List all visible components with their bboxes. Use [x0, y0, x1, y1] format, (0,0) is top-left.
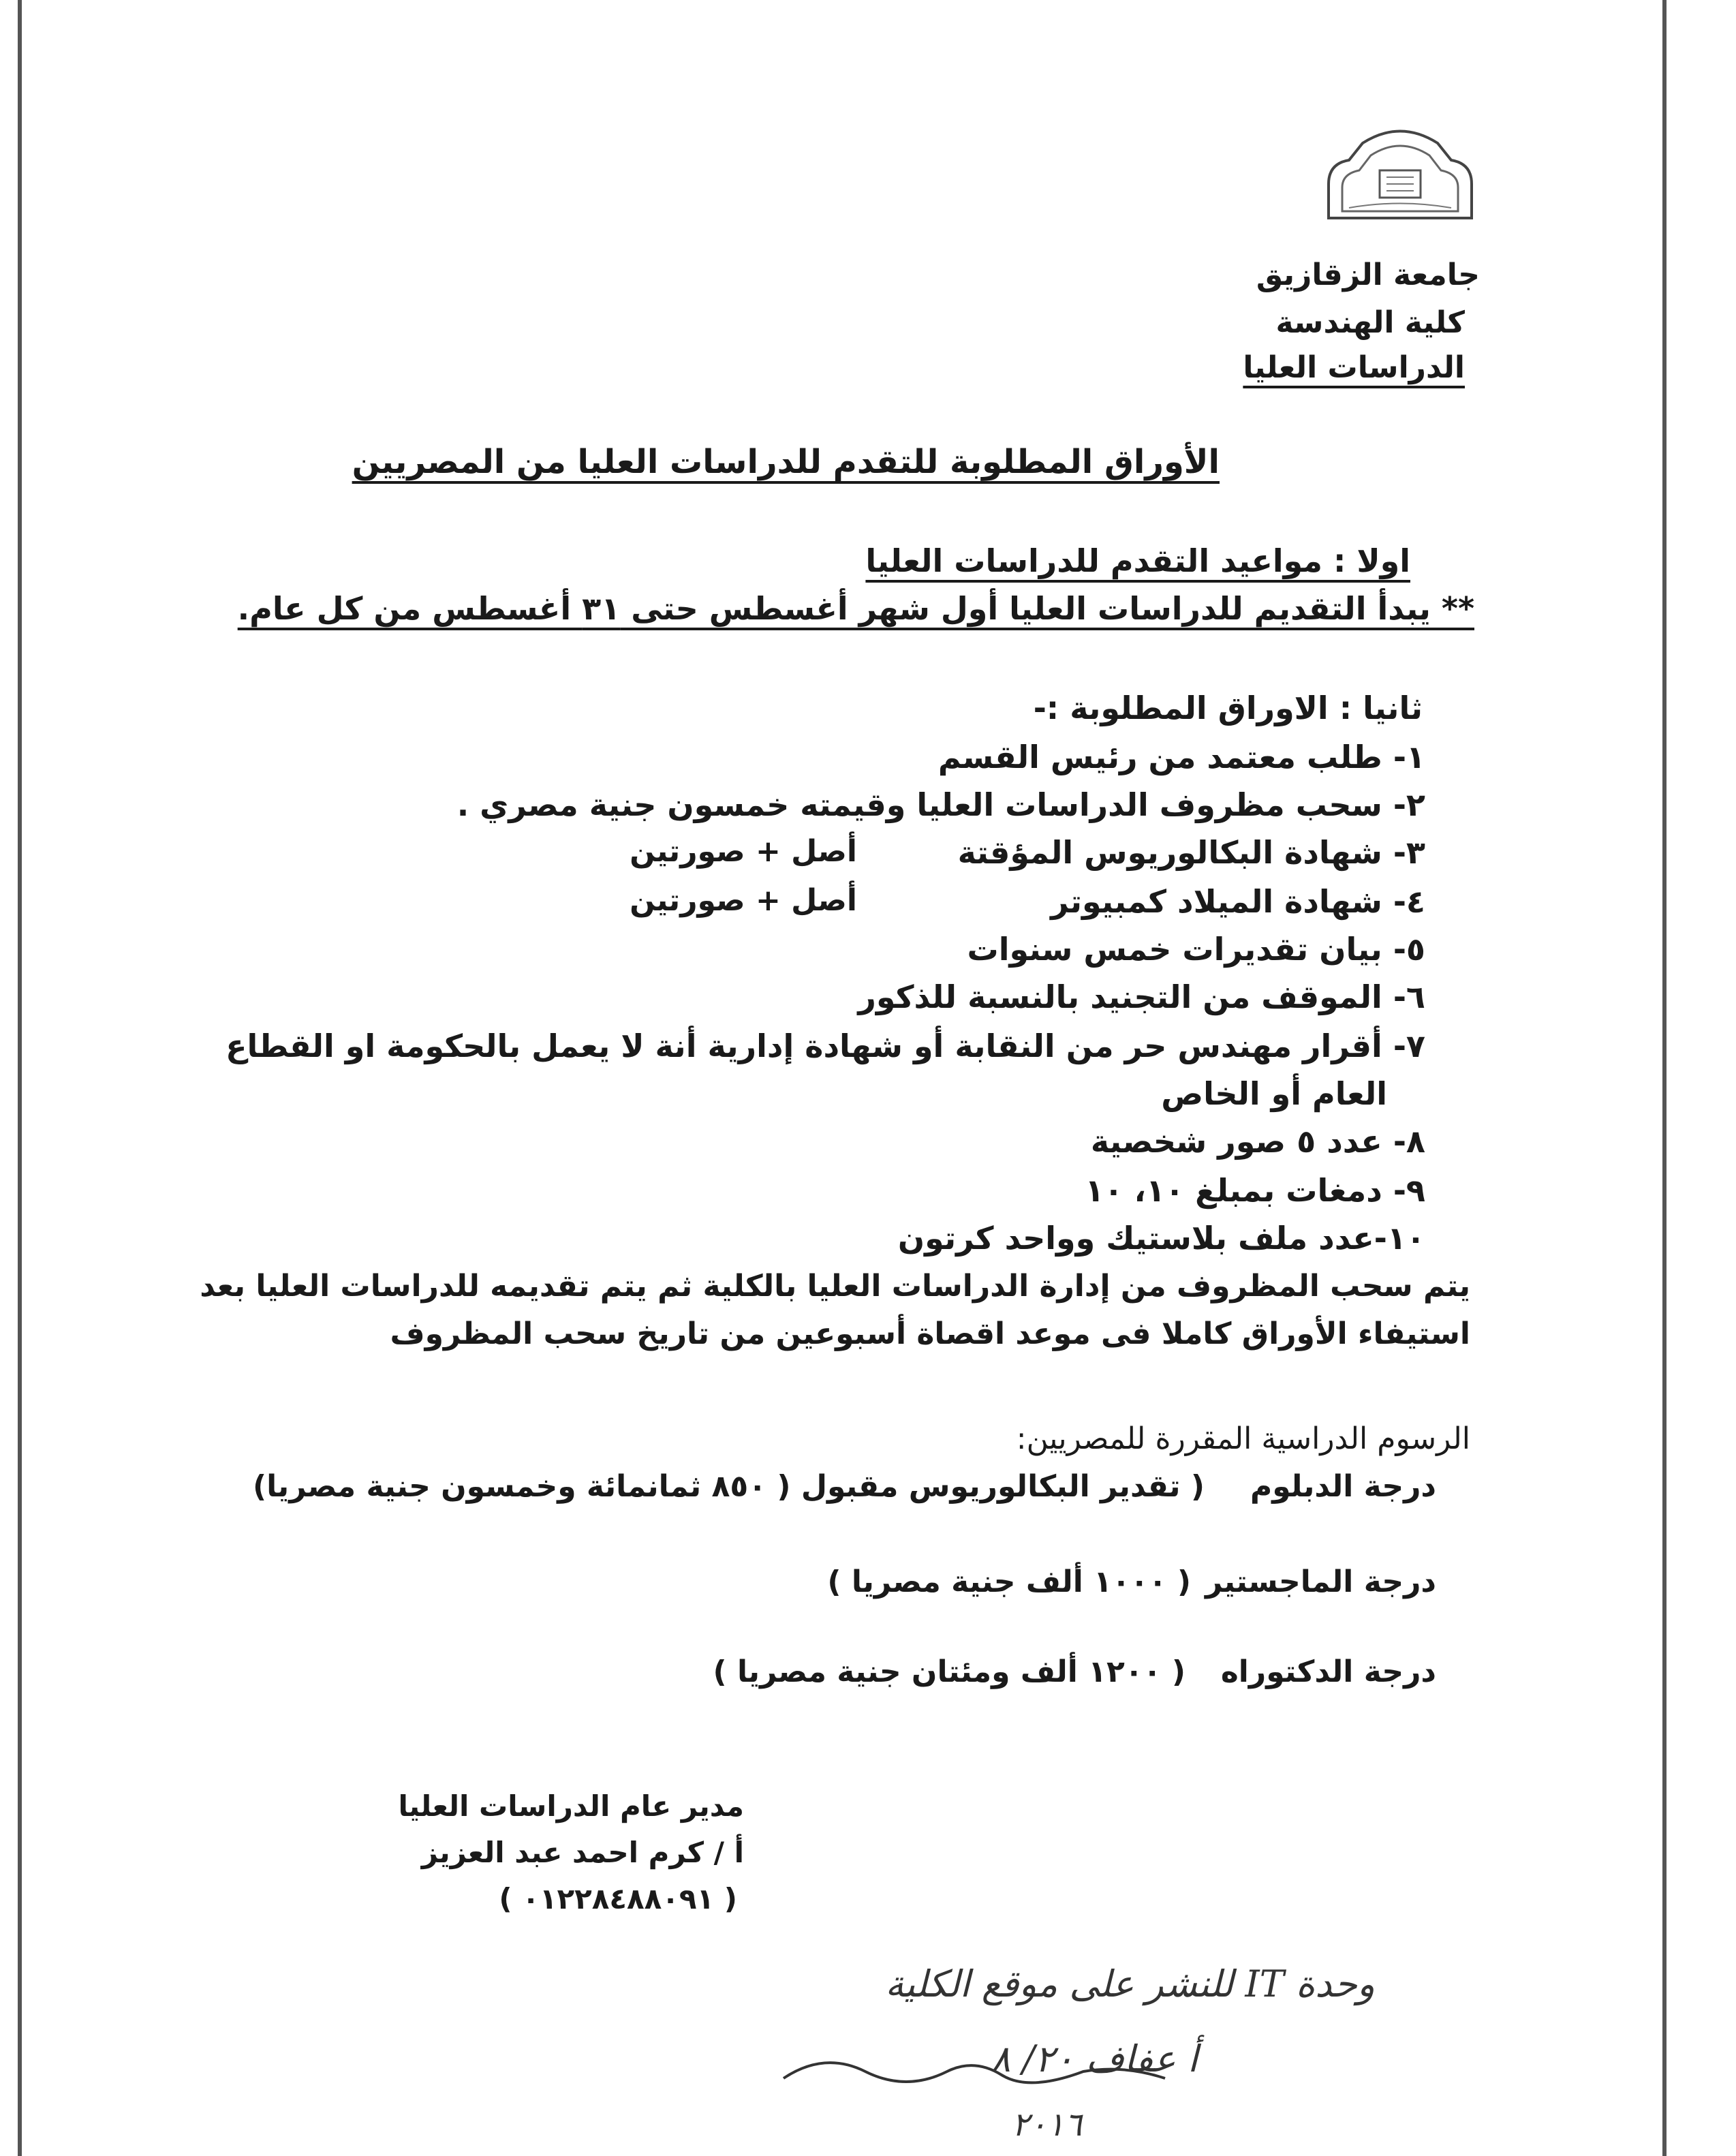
list-item: ٦- الموقف من التجنيد بالنسبة للذكور	[858, 979, 1425, 1015]
right-border	[1662, 0, 1667, 2156]
fee-masters	[0, 1565, 1736, 1605]
fee-phd	[0, 1654, 1736, 1695]
fee-masters-label: درجة الماجستير	[1205, 1565, 1436, 1599]
list-item: ٧- أقرار مهندس حر من النقابة أو شهادة إدارية أنة لا يعمل بالحكومة او القطاع	[226, 1028, 1425, 1064]
list-item: ١- طلب معتمد من رئيس القسم	[937, 739, 1425, 775]
copies-note: أصل + صورتين	[630, 883, 857, 918]
list-item: ٨- عدد ٥ صور شخصية	[1090, 1123, 1425, 1160]
handwritten-note: وحدة IT للنشر على موقع الكلية	[885, 1962, 1375, 2005]
list-item: ٩- دمغات بمبلغ ١٠، ١٠	[1085, 1172, 1425, 1209]
fee-diploma-label: درجة الدبلوم	[1250, 1469, 1436, 1504]
faculty-name: كلية الهندسة	[1275, 305, 1465, 340]
handwritten-signature: أ عفاف ٢٠/ ٨	[991, 2037, 1198, 2080]
fee-phd-label: درجة الدكتوراه	[1220, 1654, 1436, 1689]
envelope-note-line1: يتم سحب المظروف من إدارة الدراسات العليا بالكلية ثم يتم تقديمه للدراسات العليا بعد	[200, 1269, 1470, 1304]
signature-role: مدير عام الدراسات العليا	[398, 1789, 744, 1823]
list-item: ٢- سحب مظروف الدراسات العليا وقيمته خمسون جنية مصري .	[456, 786, 1425, 823]
list-item: ٥- بيان تقديرات خمس سنوات	[967, 931, 1425, 968]
fee-diploma-value: ( تقدير البكالوريوس مقبول ( ٨٥٠ ثمانمائة وخمسون جنية مصريا)	[253, 1469, 1205, 1504]
left-border	[18, 0, 22, 2156]
university-seal-icon	[1322, 123, 1478, 225]
section2-heading: ثانيا : الاوراق المطلوبة :-	[1033, 690, 1423, 726]
section1-note: ** يبدأ التقديم للدراسات العليا أول شهر أغسطس حتى ٣١ أغسطس من كل عام.	[237, 590, 1474, 627]
section1-heading: اولا : مواعيد التقدم للدراسات العليا	[865, 542, 1410, 579]
handwritten-year: ٢٠١٦	[1011, 2106, 1082, 2144]
page-title: الأوراق المطلوبة للتقدم للدراسات العليا من المصريين	[352, 443, 1220, 481]
envelope-note-line2: استيفاء الأوراق كاملا فى موعد اقصاة أسبوعين من تاريخ سحب المظروف	[390, 1316, 1470, 1351]
fee-phd-value: ( ١٢٠٠ ألف ومئتان جنية مصريا )	[713, 1654, 1185, 1689]
fee-masters-value: ( ١٠٠٠ ألف جنية مصريا )	[827, 1565, 1191, 1599]
signature-phone: ( ٠١٢٢٨٤٨٨٠٩١ )	[499, 1882, 737, 1915]
university-name: جامعة الزقازيق	[1256, 258, 1480, 292]
list-item: ١٠-عدد ملف بلاستيك وواحد كرتون	[897, 1220, 1425, 1257]
list-item: ٣- شهادة البكالوريوس المؤقتة	[957, 834, 1425, 871]
department-name: الدراسات العليا	[1243, 350, 1465, 385]
copies-note: أصل + صورتين	[630, 834, 857, 869]
signature-scribble	[770, 2044, 1179, 2099]
fee-diploma	[0, 1469, 1736, 1510]
list-item-continuation: العام أو الخاص	[1161, 1075, 1387, 1112]
signature-name: أ / كرم احمد عبد العزيز	[421, 1836, 744, 1869]
fees-heading: الرسوم الدراسية المقررة للمصريين:	[1016, 1421, 1470, 1456]
list-item: ٤- شهادة الميلاد كمبيوتر	[1051, 883, 1425, 920]
